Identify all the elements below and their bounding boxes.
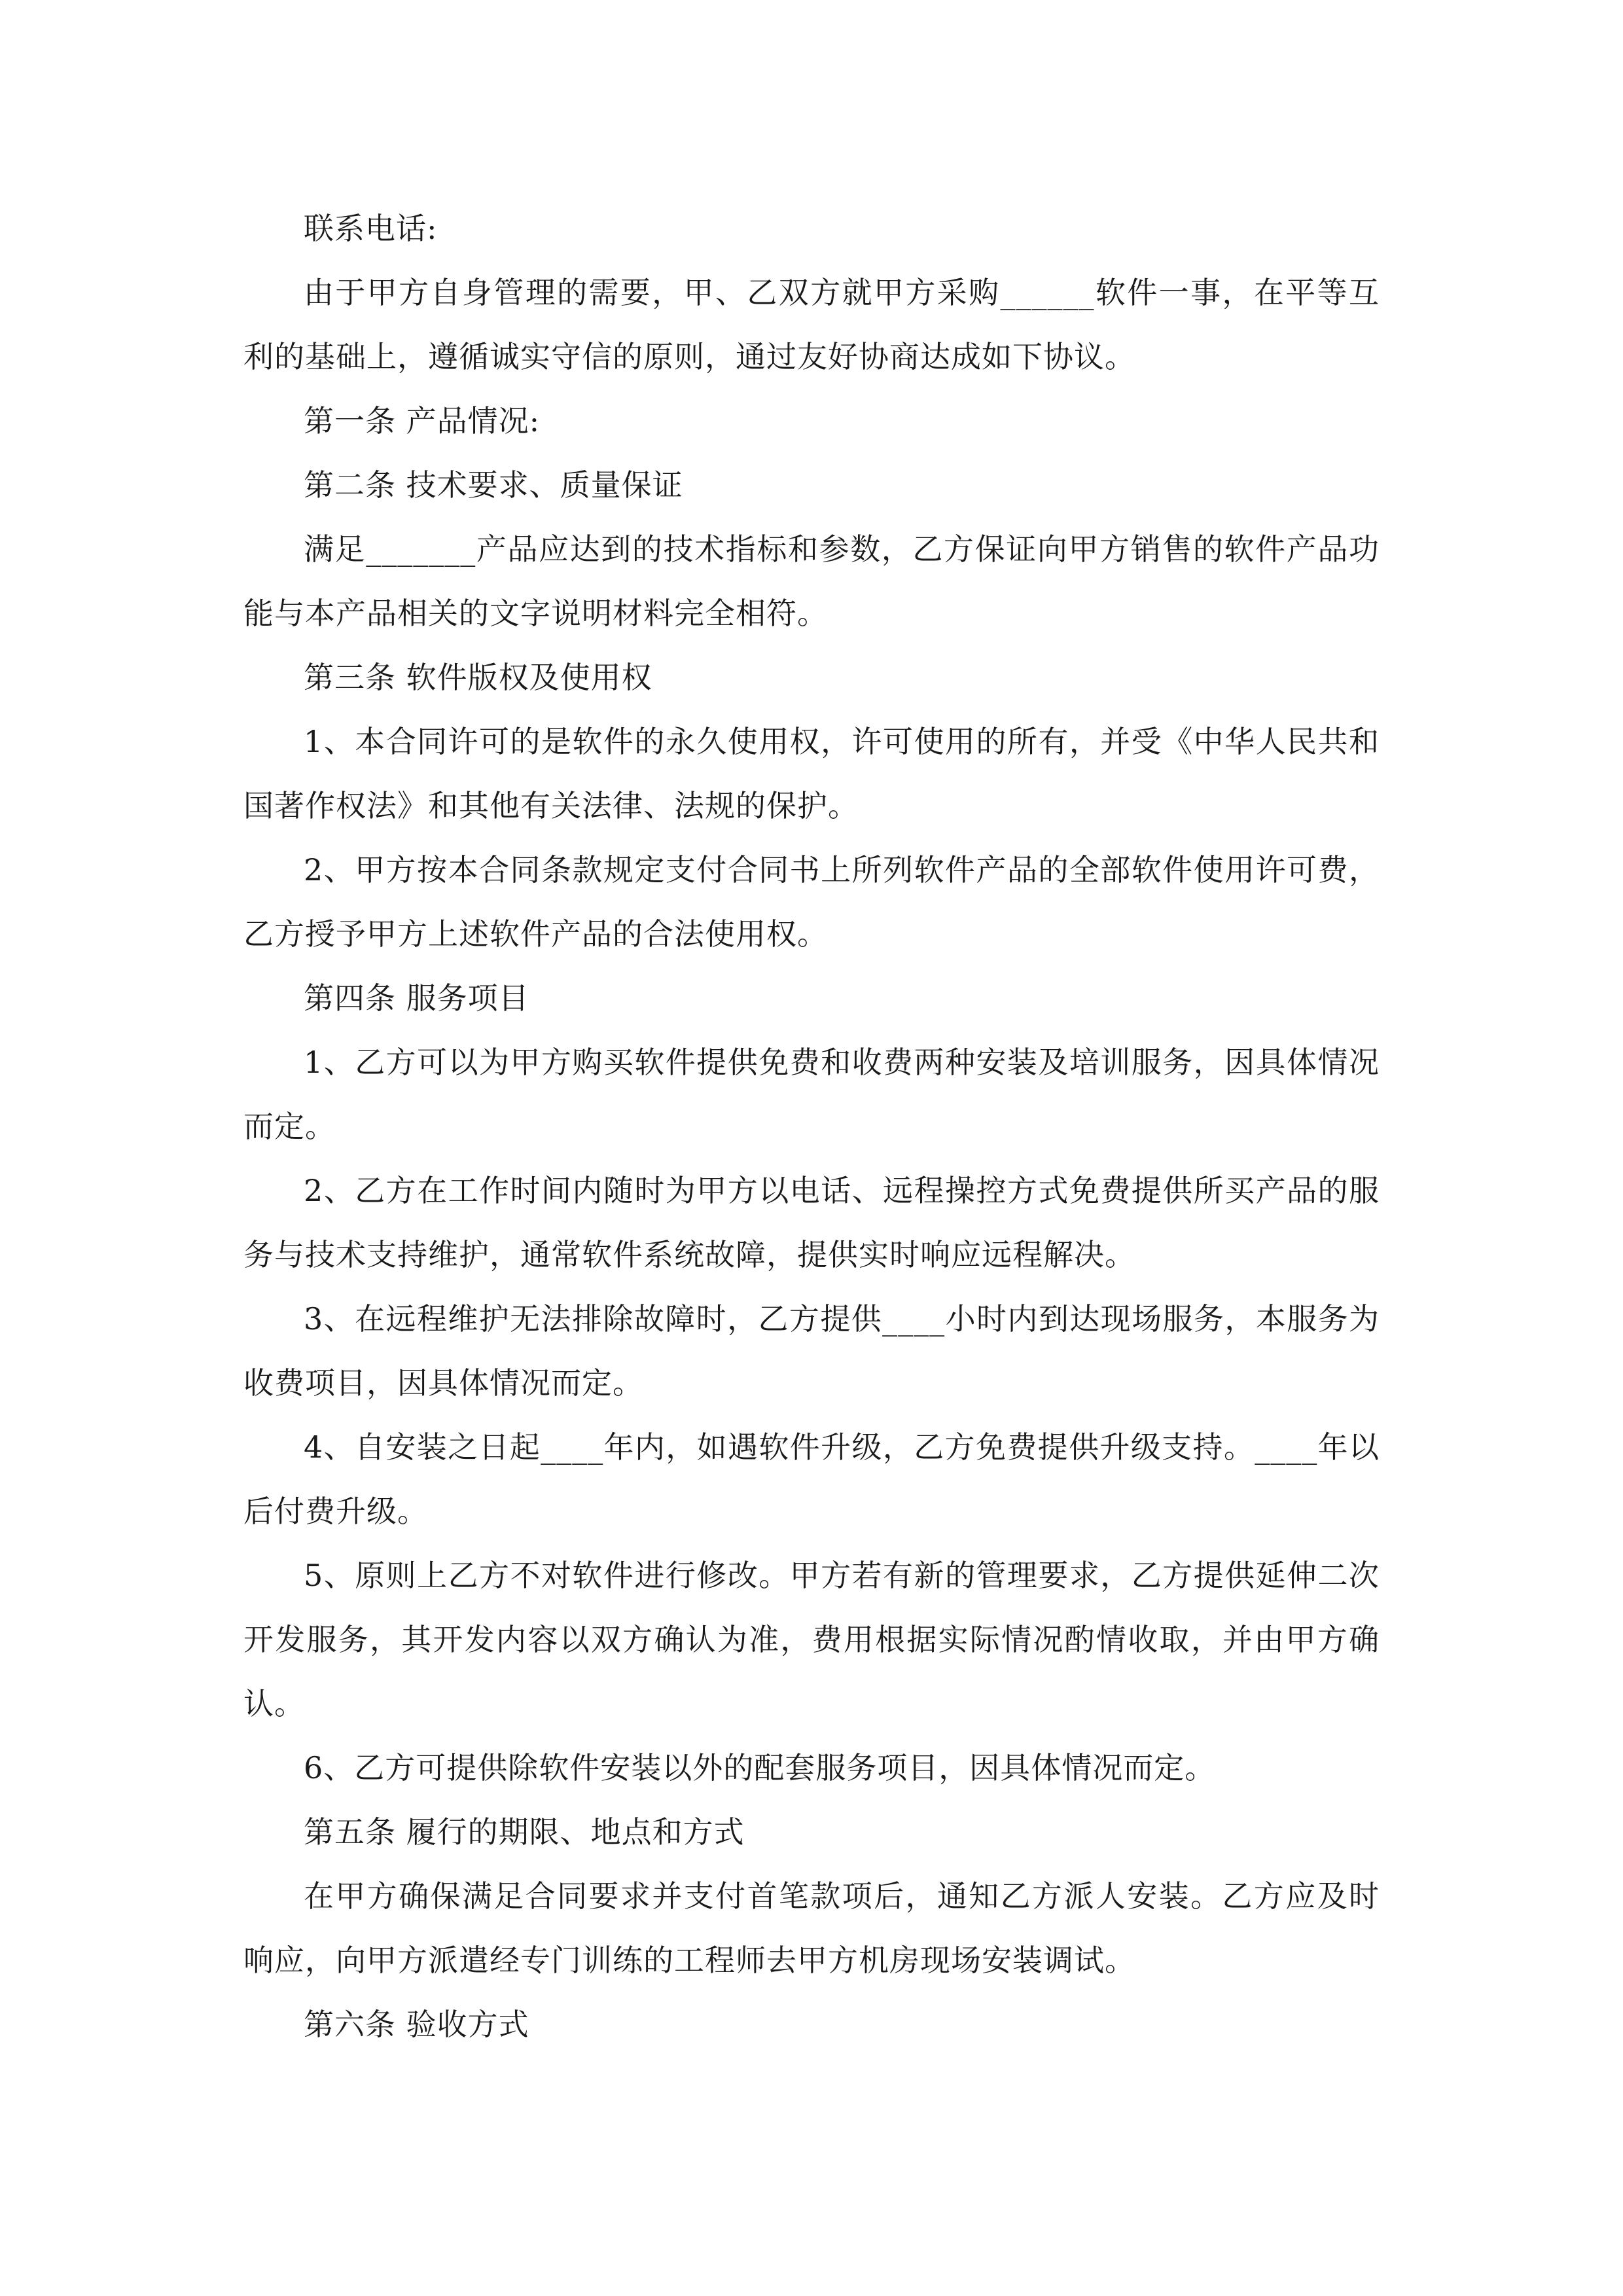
article-2-paragraph: 满足_______产品应达到的技术指标和参数，乙方保证向甲方销售的软件产品功能与本产品相关的文字说明材料完全相符。 xyxy=(243,531,1380,631)
article-5-heading: 第五条 履行的期限、地点和方式 xyxy=(304,1814,745,1850)
article-1-heading: 第一条 产品情况: xyxy=(304,403,541,439)
article-4-heading: 第四条 服务项目 xyxy=(304,980,529,1016)
article-4-clause-2: 2、乙方在工作时间内随时为甲方以电话、远程操控方式免费提供所买产品的服务与技术支持维护，通常软件系统故障，提供实时响应远程解决。 xyxy=(243,1173,1380,1272)
article-2-heading: 第二条 技术要求、质量保证 xyxy=(304,467,683,503)
article-4-clause-5: 5、原则上乙方不对软件进行修改。甲方若有新的管理要求，乙方提供延伸二次开发服务，其开发内容以双方确认为准，费用根据实际情况酌情收取，并由甲方确认。 xyxy=(243,1558,1380,1721)
article-4-clause-6: 6、乙方可提供除软件安装以外的配套服务项目，因具体情况而定。 xyxy=(304,1750,1216,1785)
article-3-clause-2: 2、甲方按本合同条款规定支付合同书上所列软件产品的全部软件使用许可费，乙方授予甲方上述软件产品的合法使用权。 xyxy=(243,852,1380,952)
article-4-clause-4: 4、自安装之日起____年内，如遇软件升级，乙方免费提供升级支持。____年以后付费升级。 xyxy=(243,1429,1380,1529)
contact-phone-line: 联系电话: xyxy=(304,211,438,246)
preamble-paragraph: 由于甲方自身管理的需要，甲、乙双方就甲方采购______软件一事，在平等互利的基础上，遵循诚实守信的原则，通过友好协商达成如下协议。 xyxy=(243,275,1380,374)
article-4-clause-1: 1、乙方可以为甲方购买软件提供免费和收费两种安装及培训服务，因具体情况而定。 xyxy=(243,1045,1380,1144)
article-3-clause-1: 1、本合同许可的是软件的永久使用权，许可使用的所有，并受《中华人民共和国著作权法》和其他有关法律、法规的保护。 xyxy=(243,724,1380,823)
article-4-clause-3: 3、在远程维护无法排除故障时，乙方提供____小时内到达现场服务，本服务为收费项目，因具体情况而定。 xyxy=(243,1301,1380,1401)
document-body xyxy=(243,196,1380,2056)
article-3-heading: 第三条 软件版权及使用权 xyxy=(304,660,652,695)
article-5-paragraph: 在甲方确保满足合同要求并支付首笔款项后，通知乙方派人安装。乙方应及时响应，向甲方派遣经专门训练的工程师去甲方机房现场安装调试。 xyxy=(243,1878,1380,1978)
article-6-heading: 第六条 验收方式 xyxy=(304,2007,529,2042)
